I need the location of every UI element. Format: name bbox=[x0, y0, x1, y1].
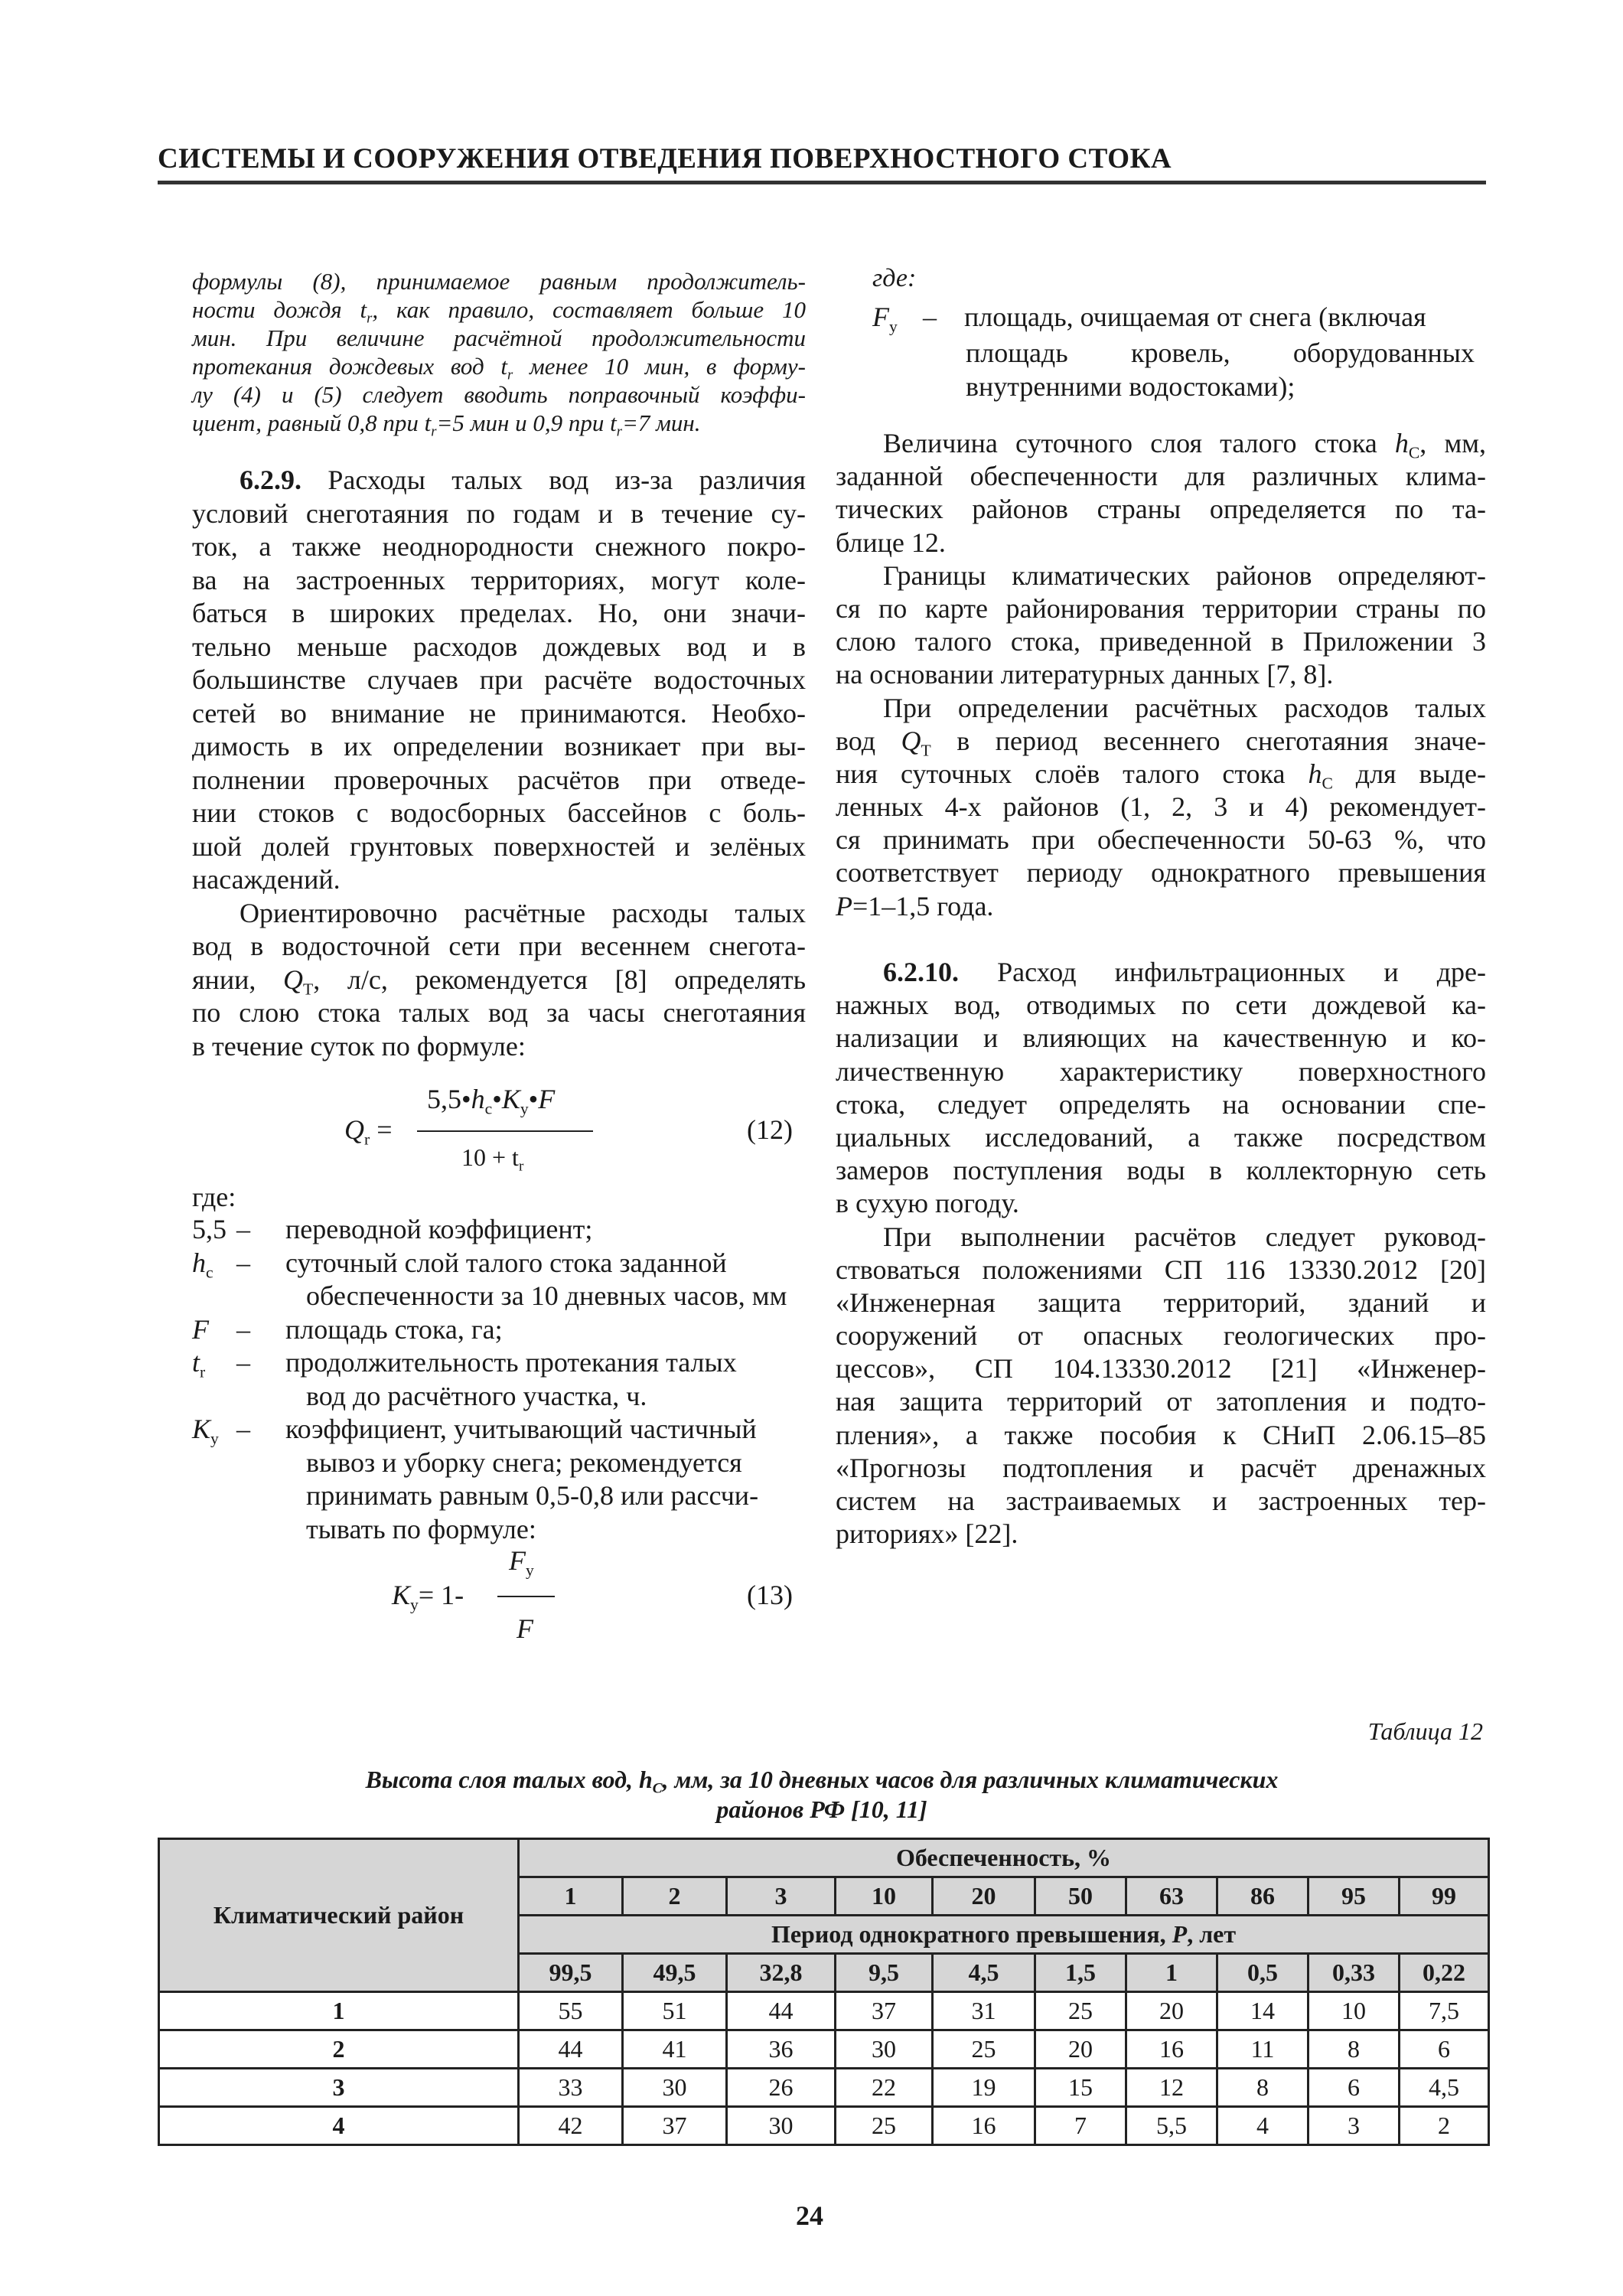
value-cell: 25 bbox=[1035, 1992, 1126, 2030]
text-run: Ориентировочно расчётные расходы талых bbox=[240, 897, 806, 928]
text-run: , лет bbox=[1187, 1920, 1237, 1948]
text-line bbox=[836, 1385, 1486, 1418]
right-column-text bbox=[836, 427, 1486, 1551]
text-run: слою талого стока, приведенной в Приложении 3 bbox=[836, 626, 1486, 657]
text-run: по слою стока талых вод за часы снеготаяния bbox=[192, 997, 806, 1028]
text-line bbox=[192, 409, 806, 440]
text-run: 10 + t bbox=[461, 1143, 519, 1171]
text-run: Границы климатических районов определяют- bbox=[883, 559, 1486, 591]
math-symbol: F bbox=[517, 1613, 533, 1644]
table-row bbox=[159, 2030, 1489, 2069]
subscript: y bbox=[210, 1429, 219, 1448]
text-line bbox=[192, 464, 806, 497]
definition-text: переводной коэффициент; bbox=[285, 1214, 593, 1244]
text-run: «Инженерная защита территорий, зданий и bbox=[836, 1287, 1486, 1318]
subscript: C bbox=[652, 1780, 663, 1797]
text-run: = 1- bbox=[418, 1580, 464, 1610]
subscript: r bbox=[518, 1158, 524, 1175]
text-run: ная защита территорий от затопления и подто- bbox=[836, 1386, 1486, 1417]
text-run: «Прогнозы подтопления и расчёт дренажных bbox=[836, 1452, 1486, 1483]
text-run: ния суточных слоёв талого стока bbox=[836, 758, 1309, 789]
region-cell: 4 bbox=[159, 2107, 519, 2145]
text-run: личественную характеристику поверхностного bbox=[836, 1055, 1486, 1087]
definition-symbol bbox=[192, 1313, 209, 1345]
column-header-region: Климатический район bbox=[159, 1839, 519, 1992]
text-line bbox=[836, 559, 1486, 592]
math-symbol: h bbox=[192, 1247, 206, 1278]
value-cell: 55 bbox=[519, 1992, 623, 2030]
text-run: циальных исследований, а также посредством bbox=[836, 1121, 1486, 1153]
value-cell: 3 bbox=[1309, 2107, 1400, 2145]
definition-symbol bbox=[192, 1346, 206, 1381]
period-cell: 4,5 bbox=[933, 1954, 1035, 1992]
definition-symbol bbox=[192, 1413, 219, 1448]
value-cell: 25 bbox=[836, 2107, 933, 2145]
text-line bbox=[836, 956, 1486, 989]
text-run: нии стоков с водосборных бассейнов с боль- bbox=[192, 797, 806, 828]
subscript: Т bbox=[921, 741, 931, 760]
subscript: C bbox=[1408, 443, 1420, 462]
table-title-line bbox=[158, 1765, 1486, 1795]
section-number: 6.2.9. bbox=[240, 465, 301, 495]
subscript: c bbox=[484, 1099, 493, 1118]
text-run: замеров поступления воды в коллекторную сеть bbox=[836, 1155, 1486, 1186]
text-run: ствоваться положениями СП 116 13330.2012 [20] bbox=[836, 1254, 1486, 1285]
definition-text: внутренними водостоками); bbox=[966, 371, 1295, 402]
text-line bbox=[192, 697, 806, 731]
value-cell: 44 bbox=[727, 1992, 836, 2030]
text-line bbox=[192, 897, 806, 931]
table-label: Таблица 12 bbox=[1367, 1717, 1483, 1745]
subscript: c bbox=[206, 1263, 213, 1282]
text-run: ности дождя t bbox=[192, 296, 367, 323]
math-symbol: F bbox=[872, 302, 889, 332]
value-cell: 7,5 bbox=[1400, 1992, 1489, 2030]
table-row bbox=[159, 2107, 1489, 2145]
text-line bbox=[192, 964, 806, 997]
text-run: в течение суток по формуле: bbox=[192, 1030, 526, 1062]
text-line bbox=[836, 1022, 1486, 1055]
text-line bbox=[836, 923, 1486, 956]
probability-cell: 63 bbox=[1126, 1877, 1217, 1916]
left-column-text bbox=[192, 464, 806, 1063]
text-line bbox=[836, 890, 1486, 923]
text-run: лу (4) и (5) следует вводить поправочный коэффи- bbox=[192, 381, 806, 408]
table-title-line bbox=[158, 1795, 1486, 1825]
value-cell: 6 bbox=[1400, 2030, 1489, 2069]
text-line bbox=[836, 1419, 1486, 1452]
formula-12-lhs bbox=[344, 1114, 393, 1149]
header-row bbox=[159, 1839, 1489, 1877]
subscript: r bbox=[616, 423, 622, 440]
value-cell: 36 bbox=[727, 2030, 836, 2069]
value-cell: 25 bbox=[933, 2030, 1035, 2069]
math-symbol: Q bbox=[283, 964, 304, 995]
text-line bbox=[836, 1187, 1486, 1220]
fraction-bar bbox=[497, 1596, 555, 1597]
value-cell: 10 bbox=[1309, 1992, 1400, 2030]
text-line bbox=[192, 380, 806, 409]
text-run: Расходы талых вод из-за различия bbox=[301, 465, 806, 495]
probability-cell: 20 bbox=[933, 1877, 1035, 1916]
text-run: =5 мин и 0,9 при t bbox=[436, 409, 617, 436]
text-run: , л/с, рекомендуется [8] определять bbox=[313, 964, 807, 995]
formula-13-number: (13) bbox=[747, 1580, 793, 1610]
text-run: протекания дождевых вод t bbox=[192, 353, 507, 380]
text-line bbox=[836, 1221, 1486, 1254]
subscript: y bbox=[889, 317, 898, 336]
value-cell: 4 bbox=[1217, 2107, 1309, 2145]
text-run: блице 12. bbox=[836, 527, 946, 558]
subscript: T bbox=[303, 980, 314, 999]
definition-text: площадь стока, га; bbox=[285, 1313, 503, 1345]
text-run: циент, равный 0,8 при t bbox=[192, 409, 432, 436]
text-run: ток, а также неоднородности снежного покро- bbox=[192, 531, 806, 562]
text-run: , мм, bbox=[1419, 428, 1486, 458]
italic-note bbox=[192, 267, 807, 440]
text-line bbox=[192, 597, 806, 631]
text-run: При выполнении расчётов следует руковод- bbox=[883, 1221, 1486, 1252]
region-cell: 3 bbox=[159, 2069, 519, 2107]
text-run: баться в широких пределах. Но, они значи- bbox=[192, 598, 806, 628]
math-symbol: K bbox=[392, 1580, 411, 1610]
text-run: цессов», СП 104.13330.2012 [21] «Инженер- bbox=[836, 1353, 1486, 1384]
value-cell: 20 bbox=[1035, 2030, 1126, 2069]
text-run: Период однократного превышения, bbox=[771, 1920, 1172, 1948]
value-cell: 12 bbox=[1126, 2069, 1217, 2107]
formula-12-numerator bbox=[427, 1083, 556, 1118]
text-line bbox=[192, 930, 806, 964]
text-line bbox=[192, 497, 806, 531]
value-cell: 37 bbox=[836, 1992, 933, 2030]
math-symbol: Q bbox=[901, 725, 921, 756]
text-line bbox=[192, 530, 806, 564]
text-run: • bbox=[528, 1084, 539, 1114]
text-line bbox=[836, 493, 1486, 526]
text-run: 5,5• bbox=[427, 1084, 471, 1114]
value-cell: 44 bbox=[519, 2030, 623, 2069]
math-symbol: F bbox=[509, 1545, 526, 1576]
text-line bbox=[192, 324, 806, 352]
text-run: • bbox=[492, 1084, 502, 1114]
period-cell: 0,22 bbox=[1400, 1954, 1489, 1992]
text-line bbox=[836, 1287, 1486, 1319]
text-run: условий снеготаяния по годам и в течение су- bbox=[192, 497, 806, 529]
text-line bbox=[836, 692, 1486, 725]
text-run: районов РФ [10, 11] bbox=[716, 1795, 927, 1823]
text-run: стока, следует определять на основании спе- bbox=[836, 1088, 1486, 1120]
math-symbol: h bbox=[1308, 758, 1322, 789]
value-cell: 2 bbox=[1400, 2107, 1489, 2145]
value-cell: 41 bbox=[623, 2030, 727, 2069]
text-line bbox=[836, 1088, 1486, 1121]
text-line bbox=[836, 1055, 1486, 1088]
value-cell: 7 bbox=[1035, 2107, 1126, 2145]
text-run: 5,5 bbox=[192, 1214, 227, 1244]
text-run: сооружений от опасных геологических про- bbox=[836, 1320, 1486, 1352]
value-cell: 14 bbox=[1217, 1992, 1309, 2030]
text-run: =1–1,5 года. bbox=[852, 890, 994, 921]
text-line bbox=[836, 625, 1486, 658]
text-line bbox=[192, 664, 806, 697]
table-row bbox=[159, 2069, 1489, 2107]
text-line bbox=[836, 989, 1486, 1022]
subscript: r bbox=[200, 1362, 206, 1381]
text-run: большинстве случаев при расчёте водосточных bbox=[192, 664, 806, 695]
text-run: Величина суточного слоя талого стока bbox=[883, 428, 1395, 458]
definition-symbol bbox=[192, 1213, 227, 1245]
definition-text: тывать по формуле: bbox=[306, 1513, 536, 1544]
text-run: вод bbox=[836, 725, 901, 756]
definition-dash: – bbox=[923, 302, 937, 332]
text-line bbox=[836, 658, 1486, 691]
formula-13-numerator bbox=[509, 1544, 534, 1580]
text-run: в сухую погоду. bbox=[836, 1188, 1019, 1219]
text-run: ленных 4-х районов (1, 2, 3 и 4) рекомендует- bbox=[836, 791, 1486, 823]
subscript: y bbox=[526, 1561, 534, 1580]
value-cell: 42 bbox=[519, 2107, 623, 2145]
period-cell: 99,5 bbox=[519, 1954, 623, 1992]
text-line bbox=[192, 830, 806, 864]
fraction-bar bbox=[417, 1130, 593, 1132]
math-symbol: F bbox=[538, 1084, 556, 1114]
table-12 bbox=[158, 1838, 1490, 2146]
text-line bbox=[192, 631, 806, 664]
text-run: сетей во внимание не принимаются. Необхо- bbox=[192, 697, 806, 729]
column-group-probability: Обеспеченность, % bbox=[519, 1839, 1489, 1877]
formula-12-number: (12) bbox=[747, 1114, 793, 1145]
text-line bbox=[836, 1154, 1486, 1187]
value-cell: 20 bbox=[1126, 1992, 1217, 2030]
table-row bbox=[159, 1992, 1489, 2030]
definition-dash: – bbox=[236, 1247, 250, 1278]
probability-cell: 86 bbox=[1217, 1877, 1309, 1916]
text-line bbox=[836, 460, 1486, 493]
text-run: вод в водосточной сети при весеннем снегота- bbox=[192, 931, 806, 961]
value-cell: 15 bbox=[1035, 2069, 1126, 2107]
where-label: где: bbox=[872, 264, 917, 292]
text-run: пления», а также пособия к СНиП 2.06.15–85 bbox=[836, 1419, 1486, 1450]
text-run: шой долей грунтовых поверхностей и зелёных bbox=[192, 830, 806, 862]
value-cell: 16 bbox=[1126, 2030, 1217, 2069]
running-head: СИСТЕМЫ И СООРУЖЕНИЯ ОТВЕДЕНИЯ ПОВЕРХНОСТНОГО СТОКА bbox=[158, 143, 1172, 174]
subscript: С bbox=[1322, 774, 1333, 793]
value-cell: 37 bbox=[623, 2107, 727, 2145]
text-line bbox=[836, 1518, 1486, 1551]
subscript: r bbox=[431, 423, 437, 440]
text-run: нажных вод, отводимых по сети дождевой ка- bbox=[836, 990, 1486, 1021]
definition-text: площадь кровель, оборудованных bbox=[966, 338, 1475, 368]
definition-text: принимать равным 0,5-0,8 или рассчи- bbox=[306, 1480, 759, 1511]
text-line bbox=[836, 1452, 1486, 1485]
text-line bbox=[836, 527, 1486, 559]
text-line bbox=[836, 592, 1486, 625]
text-line bbox=[192, 730, 806, 764]
value-cell: 11 bbox=[1217, 2030, 1309, 2069]
math-symbol: t bbox=[192, 1347, 200, 1378]
math-symbol: h bbox=[471, 1084, 485, 1114]
probability-cell: 50 bbox=[1035, 1877, 1126, 1916]
formula-13-denominator bbox=[517, 1613, 533, 1645]
text-run: Расход инфильтрационных и дре- bbox=[959, 957, 1486, 987]
value-cell: 4,5 bbox=[1400, 2069, 1489, 2107]
text-line bbox=[192, 267, 806, 295]
definition-text: площадь, очищаемая от снега (включая bbox=[964, 302, 1426, 332]
definition-text: продолжительность протекания талых bbox=[285, 1347, 737, 1378]
probability-cell: 95 bbox=[1309, 1877, 1400, 1916]
page-number: 24 bbox=[796, 2200, 823, 2231]
definition-text: суточный слой талого стока заданной bbox=[285, 1247, 727, 1278]
text-run: димость в их определении возникает при вы- bbox=[192, 731, 806, 762]
region-cell: 1 bbox=[159, 1992, 519, 2030]
text-run: ся по карте районирования территории страны по bbox=[836, 592, 1486, 624]
probability-cell: 99 bbox=[1400, 1877, 1489, 1916]
value-cell: 8 bbox=[1217, 2069, 1309, 2107]
definition-text: вывоз и уборку снега; рекомендуется bbox=[306, 1446, 742, 1478]
section-number: 6.2.10. bbox=[883, 957, 959, 987]
text-run: тельно меньше расходов дождевых вод и в bbox=[192, 631, 806, 662]
text-run: тических районов страны определяется по та- bbox=[836, 494, 1486, 525]
value-cell: 6 bbox=[1309, 2069, 1400, 2107]
symbol: Q bbox=[344, 1114, 364, 1145]
value-cell: 30 bbox=[623, 2069, 727, 2107]
period-cell: 0,5 bbox=[1217, 1954, 1309, 1992]
text-run: на основании литературных данных [7, 8]. bbox=[836, 659, 1334, 690]
math-symbol: K bbox=[192, 1414, 211, 1444]
text-line bbox=[192, 797, 806, 830]
period-cell: 1 bbox=[1126, 1954, 1217, 1992]
definition-dash: – bbox=[236, 1347, 250, 1378]
text-run: ва на застроенных территориях, могут коле- bbox=[192, 564, 806, 595]
text-run: заданной обеспеченности для различных клима- bbox=[836, 461, 1486, 492]
text-line bbox=[836, 758, 1486, 791]
text-line bbox=[836, 427, 1486, 460]
equals: = bbox=[376, 1114, 393, 1145]
text-run: насаждений. bbox=[192, 864, 341, 895]
definition-symbol bbox=[192, 1247, 213, 1282]
math-symbol: P bbox=[1172, 1920, 1188, 1948]
definition-text: коэффициент, учитывающий частичный bbox=[285, 1414, 757, 1444]
value-cell: 22 bbox=[836, 2069, 933, 2107]
text-line bbox=[192, 352, 807, 383]
header-rule bbox=[158, 181, 1486, 184]
text-line bbox=[192, 564, 806, 598]
value-cell: 19 bbox=[933, 2069, 1035, 2107]
text-line bbox=[192, 996, 806, 1030]
text-line bbox=[836, 725, 1486, 758]
value-cell: 16 bbox=[933, 2107, 1035, 2145]
region-cell: 2 bbox=[159, 2030, 519, 2069]
where-label: где: bbox=[192, 1182, 236, 1212]
text-line bbox=[836, 791, 1486, 823]
text-run: , как правило, составляет больше 10 bbox=[372, 296, 806, 323]
subscript: r bbox=[364, 1130, 370, 1149]
value-cell: 5,5 bbox=[1126, 2107, 1217, 2145]
text-run: формулы (8), принимаемое равным продолжитель- bbox=[192, 268, 806, 295]
text-run: При определении расчётных расходов талых bbox=[883, 692, 1486, 723]
text-line bbox=[836, 1485, 1486, 1518]
text-run: для выде- bbox=[1332, 758, 1487, 789]
value-cell: 26 bbox=[727, 2069, 836, 2107]
definition-symbol bbox=[872, 301, 898, 336]
definition-dash: – bbox=[236, 1414, 250, 1444]
text-line bbox=[192, 764, 806, 797]
text-line bbox=[836, 1352, 1486, 1385]
text-run: , мм, за 10 дневных часов для различных климатических bbox=[662, 1766, 1279, 1793]
period-cell: 32,8 bbox=[727, 1954, 836, 1992]
text-line bbox=[836, 856, 1486, 889]
math-symbol: P bbox=[836, 890, 852, 921]
text-line bbox=[192, 1030, 806, 1064]
definition-text: обеспеченности за 10 дневных часов, мм bbox=[306, 1280, 787, 1311]
probability-cell: 3 bbox=[727, 1877, 836, 1916]
text-line bbox=[192, 863, 806, 897]
math-symbol: h bbox=[1394, 428, 1409, 458]
text-line bbox=[836, 1319, 1486, 1352]
text-run: мин. При величине расчётной продолжительности bbox=[192, 325, 806, 351]
definition-dash: – bbox=[236, 1214, 250, 1244]
probability-cell: 2 bbox=[623, 1877, 727, 1916]
value-cell: 51 bbox=[623, 1992, 727, 2030]
value-cell: 30 bbox=[727, 2107, 836, 2145]
text-run: в период весеннего снеготаяния значе- bbox=[930, 725, 1486, 756]
probability-cell: 10 bbox=[836, 1877, 933, 1916]
table-title bbox=[158, 1765, 1486, 1825]
text-run: соответствует периоду однократного превышения bbox=[836, 857, 1486, 889]
text-line bbox=[192, 295, 806, 327]
text-line bbox=[836, 823, 1486, 856]
subscript: y bbox=[410, 1595, 419, 1614]
column-group-period bbox=[519, 1916, 1489, 1954]
text-run: =7 мин. bbox=[621, 409, 701, 436]
text-run: менее 10 мин, в форму- bbox=[513, 353, 807, 380]
text-run: ся принимать при обеспеченности 50-63 %, что bbox=[836, 824, 1486, 856]
text-line bbox=[836, 1254, 1486, 1287]
text-run: риториях» [22]. bbox=[836, 1518, 1018, 1550]
math-symbol: K bbox=[501, 1084, 520, 1114]
text-line bbox=[836, 1121, 1486, 1154]
period-cell: 49,5 bbox=[623, 1954, 727, 1992]
math-symbol: F bbox=[192, 1313, 209, 1345]
period-cell: 0,33 bbox=[1309, 1954, 1400, 1992]
value-cell: 31 bbox=[933, 1992, 1035, 2030]
text-run: полнении проверочных расчётов при отведе- bbox=[192, 764, 806, 795]
value-cell: 30 bbox=[836, 2030, 933, 2069]
value-cell: 8 bbox=[1309, 2030, 1400, 2069]
probability-cell: 1 bbox=[519, 1877, 623, 1916]
subscript: y bbox=[520, 1099, 529, 1118]
formula-13-lhs bbox=[392, 1579, 464, 1614]
formula-12-denominator bbox=[461, 1143, 524, 1175]
text-run: янии, bbox=[192, 964, 284, 995]
text-run: Высота слоя талых вод, h bbox=[365, 1766, 653, 1793]
subscript: r bbox=[367, 310, 373, 327]
period-cell: 1,5 bbox=[1035, 1954, 1126, 1992]
period-cell: 9,5 bbox=[836, 1954, 933, 1992]
value-cell: 33 bbox=[519, 2069, 623, 2107]
text-run: систем на застраиваемых и застроенных тер- bbox=[836, 1486, 1486, 1516]
subscript: r bbox=[507, 367, 513, 383]
definition-dash: – bbox=[236, 1313, 250, 1345]
definition-text: вод до расчётного участка, ч. bbox=[306, 1380, 647, 1411]
text-run: нализации и влияющих на качественную и ко- bbox=[836, 1022, 1486, 1054]
